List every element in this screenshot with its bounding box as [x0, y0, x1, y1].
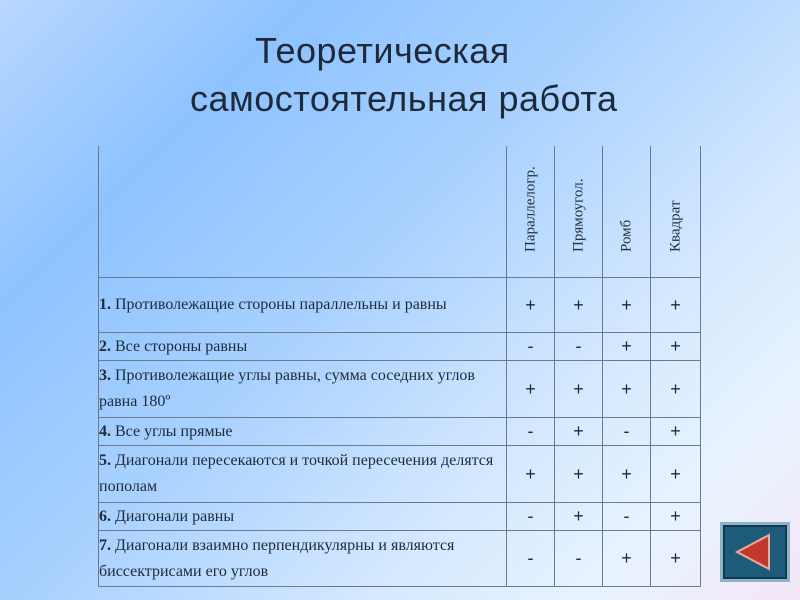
mark-cell: + — [507, 278, 555, 333]
mark-cell: + — [651, 531, 701, 587]
mark-cell: + — [603, 278, 651, 333]
back-nav-button[interactable] — [720, 522, 790, 582]
property-text: Все стороны равны — [111, 337, 248, 355]
slide-title-line-1: Теоретическая — [255, 30, 510, 71]
mark-cell: + — [555, 278, 603, 333]
mark-cell: - — [555, 333, 603, 361]
property-text: Все углы прямые — [111, 422, 233, 440]
header-empty-cell — [99, 146, 507, 278]
table-row — [99, 278, 701, 333]
property-text: Диагонали пересекаются и точкой пересечения делятся пополам — [99, 452, 494, 495]
table-row — [99, 531, 701, 587]
property-cell — [99, 361, 507, 418]
properties-table — [98, 146, 701, 587]
mark-cell: + — [603, 333, 651, 361]
table-row — [99, 361, 701, 418]
mark-cell: + — [651, 503, 701, 531]
property-number: 2. — [99, 337, 111, 355]
property-number: 5. — [99, 452, 111, 469]
property-cell — [99, 418, 507, 446]
table-header-row — [99, 146, 701, 278]
mark-cell: + — [651, 278, 701, 333]
mark-cell: - — [507, 418, 555, 446]
table-row — [99, 418, 701, 446]
property-number: 4. — [99, 422, 111, 440]
mark-cell: + — [651, 361, 701, 418]
mark-cell: + — [555, 446, 603, 503]
mark-cell: - — [507, 333, 555, 361]
mark-cell: + — [603, 361, 651, 418]
mark-cell: - — [555, 531, 603, 587]
property-number: 7. — [99, 536, 111, 554]
mark-cell: + — [555, 361, 603, 418]
table-row — [99, 333, 701, 361]
property-number: 1. — [99, 296, 111, 313]
property-text: Диагонали равны — [111, 507, 235, 525]
mark-cell: + — [603, 446, 651, 503]
property-text: Противолежащие стороны параллельны и равны — [111, 296, 447, 313]
mark-cell: - — [507, 531, 555, 587]
mark-cell: - — [507, 503, 555, 531]
mark-cell: - — [603, 418, 651, 446]
property-cell — [99, 278, 507, 333]
mark-cell: + — [555, 503, 603, 531]
property-cell — [99, 503, 507, 531]
property-text: Противолежащие углы равны, сумма соседних углов равна 180º — [99, 367, 475, 410]
column-header-rectangle: Прямоугол. — [555, 146, 603, 278]
table-row — [99, 446, 701, 503]
mark-cell: + — [651, 446, 701, 503]
property-cell — [99, 446, 507, 503]
property-text: Диагонали взаимно перпендикулярны и являются биссектрисами его углов — [99, 536, 455, 580]
mark-cell: + — [603, 531, 651, 587]
mark-cell: + — [507, 446, 555, 503]
slide-title-line-2: самостоятельная работа — [190, 78, 618, 119]
table-row — [99, 503, 701, 531]
property-number: 6. — [99, 507, 111, 525]
column-header-parallelogram: Параллелогр. — [507, 146, 555, 278]
column-header-square: Квадрат — [651, 146, 701, 278]
property-number: 3. — [99, 367, 111, 384]
column-header-rhombus: Ромб — [603, 146, 651, 278]
mark-cell: - — [603, 503, 651, 531]
back-arrow-icon — [723, 525, 787, 579]
mark-cell: + — [507, 361, 555, 418]
property-cell — [99, 333, 507, 361]
mark-cell: + — [651, 333, 701, 361]
property-cell — [99, 531, 507, 587]
mark-cell: + — [651, 418, 701, 446]
mark-cell: + — [555, 418, 603, 446]
